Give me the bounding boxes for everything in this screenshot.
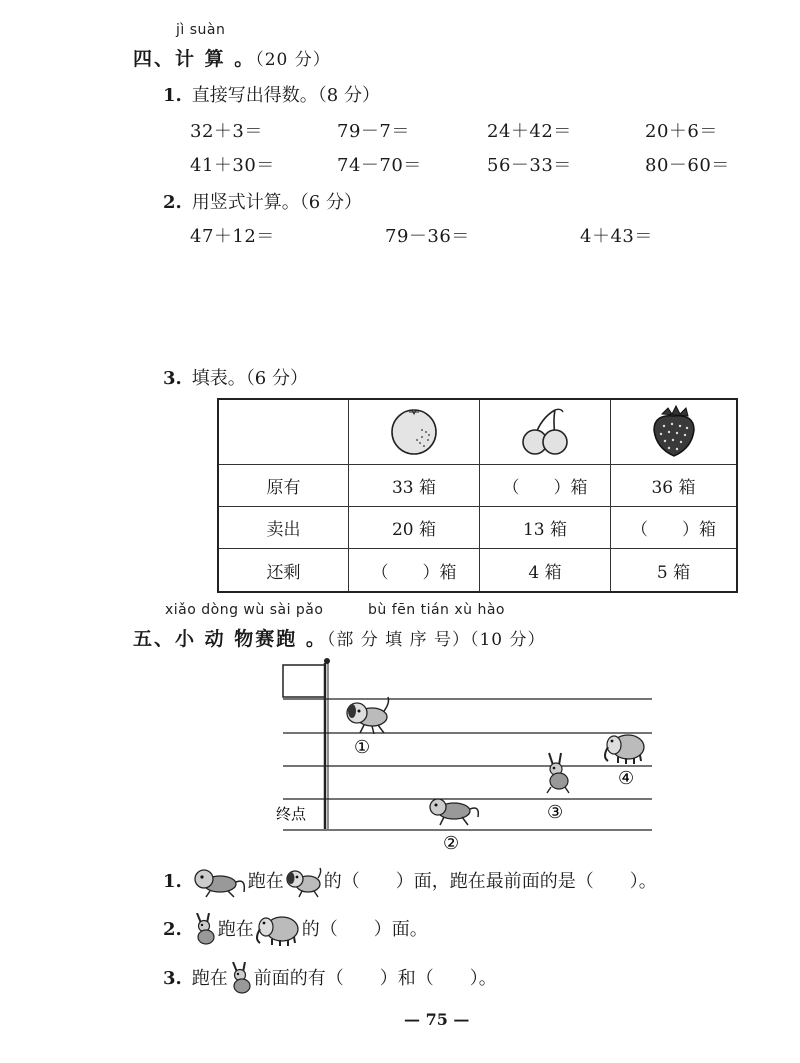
table-cell-blank[interactable]: （ ）箱 [480,465,611,507]
orange-icon [384,402,444,458]
monkey-icon [430,799,478,825]
s5-q2-text-b: 的（ ）面。 [301,919,428,940]
table-cell-blank[interactable]: （ ）箱 [349,549,480,592]
section5-title [133,624,546,651]
s5-q2-text-a: 跑在 [217,919,254,940]
section5-pinyin-b: bù fēn tián xù hào [368,602,505,618]
table-cell-blank[interactable]: （ ）箱 [611,507,738,549]
q2-expr-3: 4＋43＝ [580,226,653,247]
table-header-row [218,399,737,465]
q2-expr-1: 47＋12＝ [190,226,275,247]
q1-expr-2-2: 74－70＝ [337,155,422,176]
table-cell: 20 箱 [349,507,480,549]
table-header-strawberry [611,399,738,465]
dog-icon [347,697,389,734]
s5-q3-number: 3. [163,968,182,989]
s5-q1-text-a: 跑在 [247,871,284,892]
table-corner-cell [218,399,349,465]
rabbit-icon [192,913,218,947]
race-label-3: ③ [547,802,564,823]
dog-icon [284,866,324,898]
s5-q2-number: 2. [163,919,182,940]
table-header-cherry [480,399,611,465]
race-illustration [268,657,668,857]
section5-pinyin-a: xiǎo dòng wù sài pǎo [165,602,324,618]
row-label: 原有 [218,465,349,507]
q1-expr-2-4: 80－60＝ [645,155,730,176]
section5-score: （10 分） [469,630,546,650]
page-number: — 75 — [404,1010,470,1029]
q1-number: 1. [163,85,182,106]
race-label-4: ④ [618,768,635,789]
race-label-2: ② [443,833,460,854]
q1-expr-1-3: 24＋42＝ [487,121,572,142]
section5-title-text: 五、小 动 物赛跑 。 [133,628,327,650]
s5-q3 [163,962,497,996]
section4-pinyin: jì suàn [176,22,226,38]
table-cell: 33 箱 [349,465,480,507]
table-header-orange [349,399,480,465]
table-row [218,465,737,507]
q1-expr-2-3: 56－33＝ [487,155,572,176]
s5-q1 [163,866,657,898]
table-cell: 4 箱 [480,549,611,592]
q3-number: 3. [163,368,182,389]
row-label: 卖出 [218,507,349,549]
q2-expr-2: 79－36＝ [385,226,470,247]
q1-expr-1-1: 32＋3＝ [190,121,263,142]
rabbit-icon [228,962,254,996]
table-row [218,507,737,549]
rabbit-icon [547,753,569,793]
s5-q1-number: 1. [163,871,182,892]
elephant-icon [254,913,302,947]
strawberry-icon [644,402,704,458]
monkey-icon [192,866,248,898]
q1-expr-1-4: 20＋6＝ [645,121,718,142]
fill-table [217,398,738,593]
q1-heading [163,81,380,107]
q2-text: 用竖式计算。（6 分） [191,192,362,213]
q2-number: 2. [163,192,182,213]
s5-q2 [163,913,428,947]
elephant-icon [605,735,644,764]
section4-score: （20 分） [255,50,331,70]
table-cell: 5 箱 [611,549,738,592]
finish-label: 终点 [276,805,307,823]
q3-heading [163,364,308,390]
q3-text: 填表。（6 分） [191,368,308,389]
table-row [218,549,737,592]
table-cell: 13 箱 [480,507,611,549]
table-cell: 36 箱 [611,465,738,507]
q1-expr-1-2: 79－7＝ [337,121,410,142]
section4-title-text: 四、计 算 。 [133,48,256,70]
q1-text: 直接写出得数。（8 分） [191,85,380,106]
section4-title [133,44,331,71]
race-label-1: ① [354,737,371,758]
q2-heading [163,188,362,214]
s5-q3-text-b: 前面的有（ ）和（ ）。 [253,968,497,989]
flag-icon [283,665,325,697]
s5-q3-text-a: 跑在 [191,968,228,989]
section5-subtitle: （部 分 填 序 号） [326,630,470,650]
cherry-icon [515,402,575,458]
row-label: 还剩 [218,549,349,592]
q1-expr-2-1: 41＋30＝ [190,155,275,176]
s5-q1-text-b: 的（ ）面，跑在最前面的是（ ）。 [323,871,657,892]
